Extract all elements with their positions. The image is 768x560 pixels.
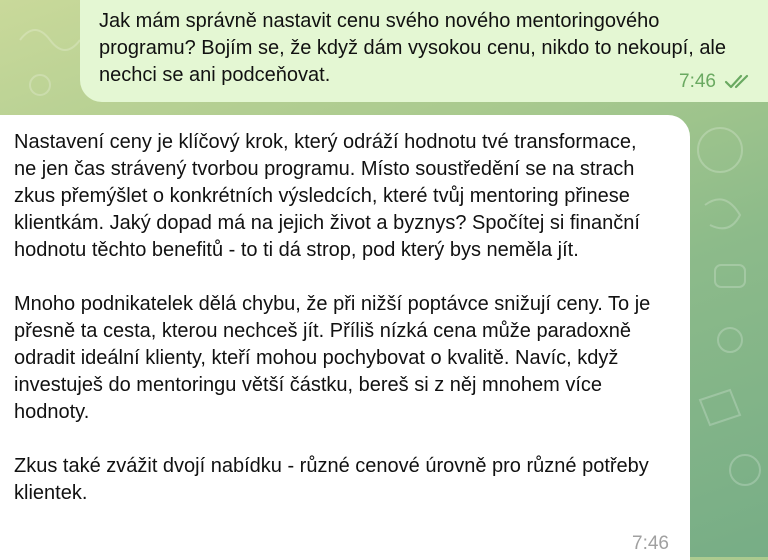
incoming-message-meta — [632, 530, 669, 557]
incoming-message-paragraph: Mnoho podnikatelek dělá chybu, že při nižší poptávce snižují ceny. To je přesně ta cesta, kterou nechceš jít. Příliš nízká cena může paradoxně odradit ideální klienty, kteří mohou pochybovat o kvalitě. Navíc, když investuješ do mentoringu větší částku, bereš si z něj mnohem více hodnoty. — [14, 293, 651, 423]
outgoing-message-bubble[interactable] — [80, 0, 768, 102]
outgoing-message-text: Jak mám správně nastavit cenu svého nového mentoringového programu? Bojím se, že když dám vysokou cenu, nikdo to nekoupí, ale nechci se ani podceňovat. — [99, 10, 727, 86]
incoming-message-time: 7:46 — [632, 533, 669, 554]
outgoing-message-time: 7:46 — [679, 71, 716, 92]
outgoing-message-meta — [679, 68, 752, 95]
incoming-message-paragraph: Nastavení ceny je klíčový krok, který odráží hodnotu tvé transformace, ne jen čas strávený tvorbou programu. Místo soustředění se na strach zkus přemýšlet o konkrétních výsledcích, které tvůj mentoring přinese klientkám. Jaký dopad má na jejich život a byznys? Spočítej si finanční hodnotu těchto benefitů - to ti dá strop, pod který bys neměla jít. — [14, 131, 640, 261]
incoming-message-bubble[interactable] — [0, 115, 690, 560]
double-check-icon — [724, 74, 752, 90]
incoming-message-paragraph: Zkus také zvážit dvojí nabídku - různé cenové úrovně pro různé potřeby klientek. — [14, 455, 649, 504]
